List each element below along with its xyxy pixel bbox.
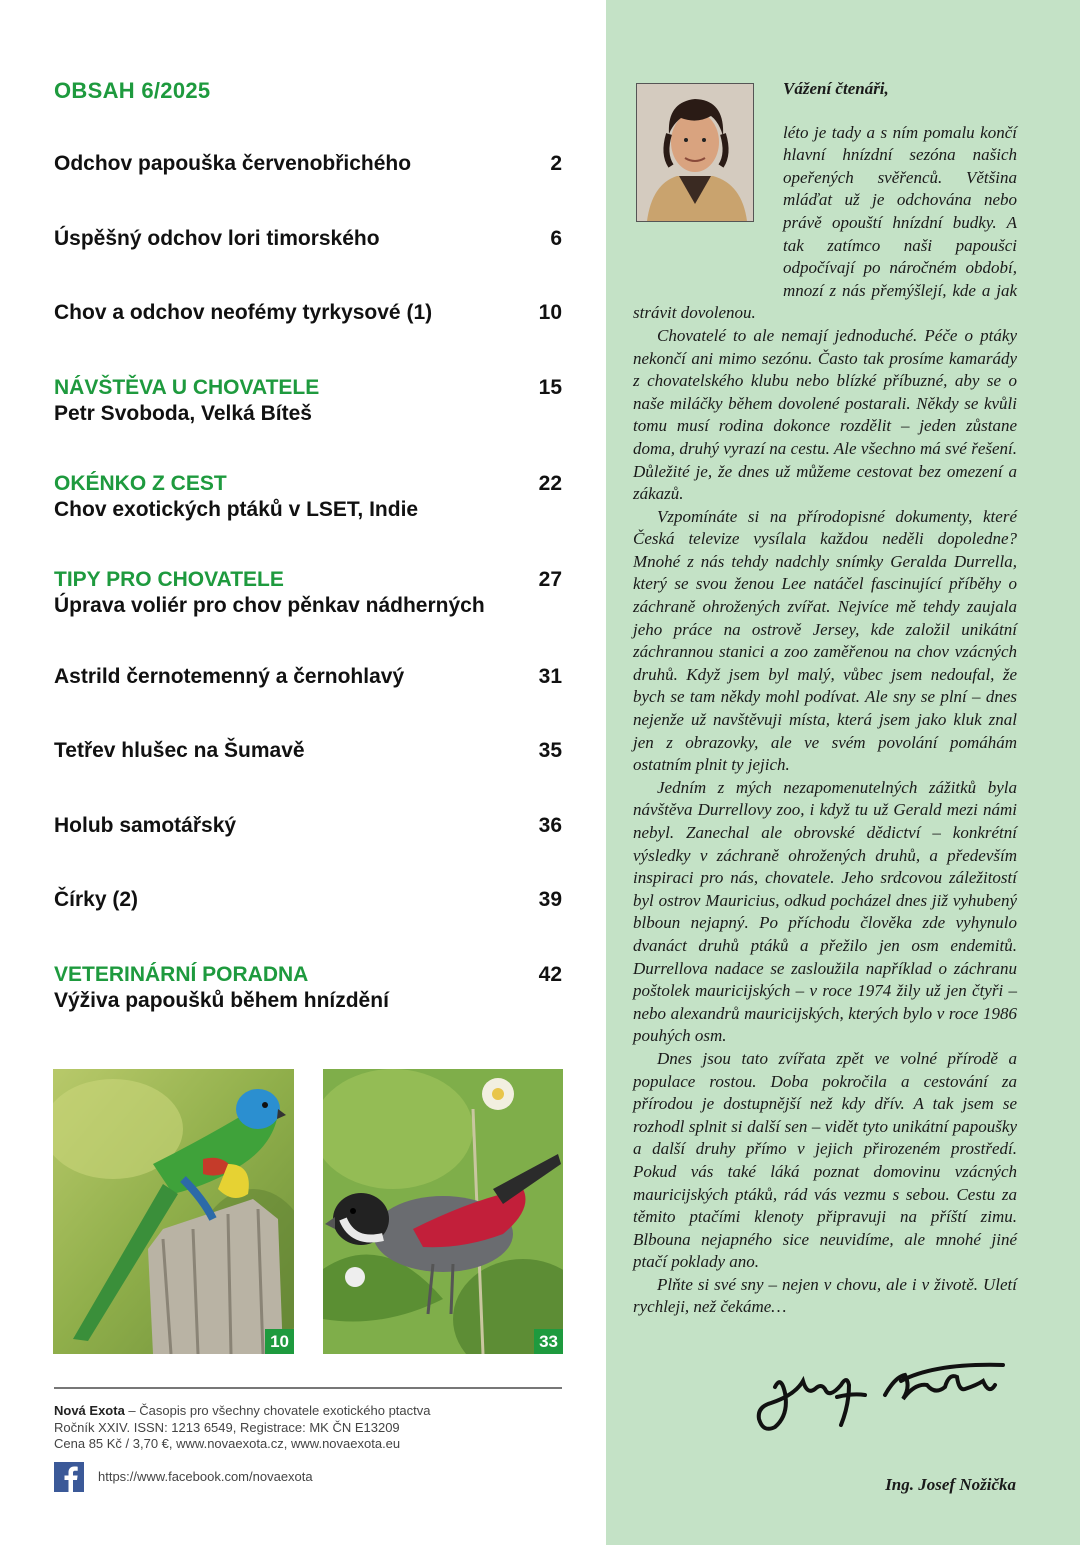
author-name: Ing. Josef Nožička (885, 1475, 1016, 1494)
toc-item-title: Tetřev hlušec na Šumavě (54, 739, 305, 762)
toc-item-subtitle: Výživa papoušků během hnízdění (54, 989, 389, 1012)
toc-page-number: 10 (538, 301, 562, 324)
toc-item-subtitle: Úprava voliér pro chov pěnkav nádherných (54, 594, 485, 617)
finch-illustration (323, 1069, 563, 1354)
editorial-text (633, 78, 1017, 1319)
toc-item[interactable] (54, 963, 562, 1013)
toc-title: OBSAH 6/2025 (54, 78, 211, 103)
toc-item[interactable] (54, 568, 562, 618)
facebook-icon[interactable] (54, 1462, 84, 1492)
portrait-spacer (633, 122, 783, 298)
toc-item[interactable] (54, 814, 562, 838)
footer-divider (54, 1387, 562, 1389)
parrot-illustration (53, 1069, 294, 1354)
photo-turquoise-parrot[interactable] (53, 1069, 294, 1354)
toc-page-number: 31 (538, 665, 562, 688)
toc-page-number: 27 (538, 568, 562, 591)
price-line: Cena 85 Kč / 3,70 €, www.novaexota.cz, www.novaexota.eu (54, 1436, 401, 1451)
toc-page-number: 15 (538, 376, 562, 399)
toc-page-number: 2 (550, 152, 562, 175)
toc-item-subtitle: Petr Svoboda, Velká Bíteš (54, 402, 312, 425)
brand-tagline: – Časopis pro všechny chovatele exotického ptactva (124, 1403, 431, 1418)
toc-item-title: Holub samotářský (54, 814, 237, 837)
toc-page-number: 42 (538, 963, 562, 986)
editorial-paragraph: Dnes jsou tato zvířata zpět ve volné přírodě a populace rostou. Doba pokročila a cestování za přírodou je dostupnější než kdy dřív. A tak jsem se rozhodl splnit si další sen – vidět tyto unikátní papoušky a další druhy přímo v jejich přirozeném prostředí. Pokud vás také láká poznat domovinu vzácných mauricijských ptáků, rád vás vezmu s sebou. Cestu za těmito ptačími klenoty připravuji na příští zimu. Blbouna nejapného sice neuvidíme, ale mnohé jiné ptačí poklady ano. (633, 1048, 1017, 1272)
photo-finch[interactable] (323, 1069, 563, 1354)
toc-item-subtitle: Chov exotických ptáků v LSET, Indie (54, 498, 419, 521)
editorial-paragraph: Chovatelé to ale nemají jednoduché. Péče o ptáky nekončí ani mimo sezónu. Často tak prosíme kamarády z chovatelského klubu nebo blízké příbuzné, aby se o naše miláčky během dovolené postarali. Někdy se kvůli tomu musí rodina dokonce rozdělit – jeden zůstane doma, druhý vyrazí na cestu. Ale všechno má své řešení. Důležité je, že dnes už můžeme cestovat bez omezení a zákazů. (633, 325, 1017, 504)
editorial-paragraph: Jedním z mých nezapomenutelných zážitků byla návštěva Durrellovy zoo, i když tu už Gerald mezi námi nebyl. Zanechal ale obrovské dědictví – konkrétní výsledky v záchraně ohrožených druhů, a především inspiraci pro nás, chovatele. Jeho srdcovou záležitostí byl ostrov Mauricius, odkud pocházel dnes již vyhubený blboun nejapný. Po příchodu člověka zde vyhynulo dvanáct druhů ptáků a přežilo jen osm endemitů. Durrellova nadace se zasloužila například o záchranu poštolek mauricijských – v roce 1974 žily už jen čtyři – nebo alexandrů mauricijských, kterých bylo v roce 1986 pouhých osm. (633, 777, 1017, 1046)
issn-line: Ročník XXIV. ISSN: 1213 6549, Registrace: MK ČN E13209 (54, 1419, 400, 1435)
toc-item-title: Úspěšný odchov lori timorského (54, 227, 380, 250)
editorial-greeting: Vážení čtenáři, (783, 79, 889, 98)
toc-item[interactable] (54, 665, 562, 689)
toc-item[interactable] (54, 739, 562, 763)
toc-item-title: Čírky (2) (54, 888, 139, 911)
photo-page-badge: 33 (534, 1329, 563, 1354)
toc-section-title: NÁVŠTĚVA U CHOVATELE (54, 376, 320, 399)
editorial-paragraph: Plňte si své sny – nejen v chovu, ale i v životě. Uletí rychleji, než čekáme… (633, 1274, 1017, 1317)
masthead-footer (54, 1403, 562, 1453)
toc-item[interactable] (54, 301, 562, 325)
toc-item[interactable] (54, 227, 562, 251)
toc-page-number: 22 (538, 472, 562, 495)
handwritten-signature (745, 1355, 1005, 1435)
editorial-paragraph: léto je tady a s ním pomalu končí hlavní hnízdní sezóna našich opeřených svěřenců. Většina mláďat už je odchována nebo právě opouští hnízdní budky. A tak zatímco naši papoušci odpočívají po náročném období, mnozí z nás přemýšlejí, kde a jak strávit dovolenou. (633, 122, 1017, 323)
brand-name: Nová Exota (54, 1403, 125, 1418)
toc-page-number: 6 (550, 227, 562, 250)
toc-item-title: Chov a odchov neofémy tyrkysové (1) (54, 301, 433, 324)
toc-page-number: 36 (538, 814, 562, 837)
toc-section-title: TIPY PRO CHOVATELE (54, 568, 284, 591)
facebook-link[interactable]: https://www.facebook.com/novaexota (98, 1469, 313, 1484)
toc-page-number: 39 (538, 888, 562, 911)
toc-section-title: VETERINÁRNÍ PORADNA (54, 963, 309, 986)
toc-item-title: Astrild černotemenný a černohlavý (54, 665, 405, 688)
toc-item[interactable] (54, 472, 562, 522)
editorial-paragraph: Vzpomínáte si na přírodopisné dokumenty, které Česká televize vysílala každou neděli dopoledne? Mnohé z nás tehdy nadchly snímky Geralda Durrella, který se svou ženou Lee natáčel fascinující příběhy o záchraně ohrožených zvířat. Nejvíce mě tehdy zaujala jeho práce na ostrově Jersey, kde založil unikátní záchrannou stanici a zoo zaměřenou na chov vzácných druhů. Když jsem byl malý, vůbec jsem nedoufal, že bych se tam někdy mohl podívat. Ale sny se plní – dnes nejenže už navštěvuji místa, která jsem jako kluk znal jen z obrazovky, ale ve svém povolání pomáhám ostatním plnit ty jejich. (633, 506, 1017, 775)
toc-section-title: OKÉNKO Z CEST (54, 472, 227, 495)
photo-page-badge: 10 (265, 1329, 294, 1354)
toc-item[interactable] (54, 152, 562, 176)
toc-item[interactable] (54, 376, 562, 426)
toc-item[interactable] (54, 888, 562, 912)
toc-page-number: 35 (538, 739, 562, 762)
toc-item-title: Odchov papouška červenobřichého (54, 152, 412, 175)
